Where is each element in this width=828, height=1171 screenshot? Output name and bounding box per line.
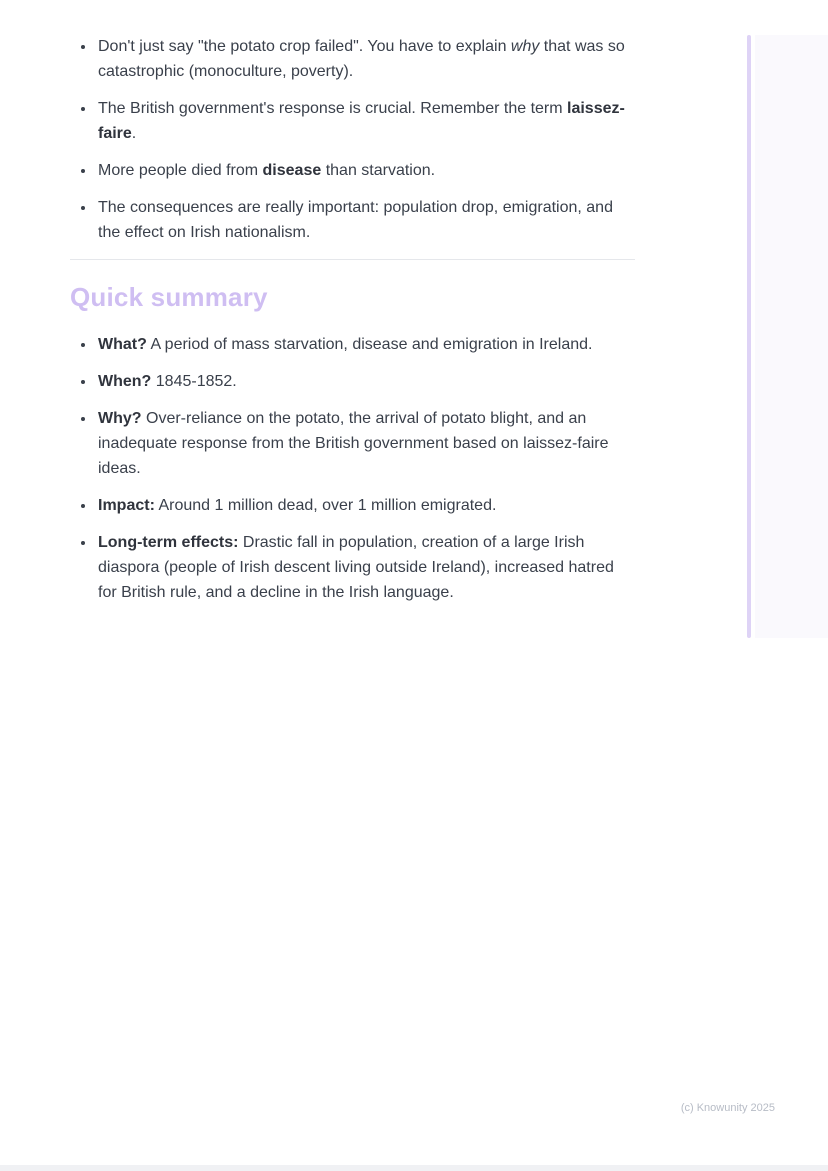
list-item (96, 195, 635, 245)
note-bold: laissez-faire (98, 100, 625, 142)
note-text: . (131, 125, 137, 142)
note-emphasis: why (510, 38, 540, 55)
list-item (96, 34, 635, 84)
list-item (96, 369, 635, 394)
list-item (96, 493, 635, 518)
note-text: Don't just say "the potato crop failed". You have to explain (98, 38, 511, 55)
scrollbar-track[interactable] (755, 35, 828, 638)
summary-text: Drastic fall in population, creation of a large Irish diaspora (people of Irish descent living outside Ireland), increased hatred for British rule, and a decline in the Irish language. (98, 534, 614, 601)
list-item (96, 158, 635, 183)
summary-text: A period of mass starvation, disease and emigration in Ireland. (146, 336, 593, 353)
summary-label: Impact: (98, 497, 155, 514)
footer-copyright: (c) Knowunity 2025 (680, 1102, 775, 1114)
summary-text: 1845-1852. (151, 373, 237, 390)
note-text: that was so catastrophic (monoculture, poverty). (98, 38, 625, 80)
section-heading: Quick summary (70, 282, 268, 312)
summary-list (70, 332, 635, 605)
note-bold: disease (262, 162, 322, 179)
list-item (96, 332, 635, 357)
note-text: The consequences are really important: population drop, emigration, and the effect on Irish nationalism. (98, 199, 613, 241)
list-item (96, 96, 635, 146)
scrollbar-thumb[interactable] (747, 35, 751, 638)
page-edge-divider (0, 1165, 828, 1171)
list-item (96, 530, 635, 605)
notes-list (70, 34, 635, 245)
summary-label: Why? (98, 410, 142, 427)
summary-label: Long-term effects: (98, 534, 239, 551)
summary-label: When? (98, 373, 152, 390)
summary-text: Over-reliance on the potato, the arrival of potato blight, and an inadequate response from the British government based on laissez-faire ideas. (98, 410, 609, 477)
note-text: The British government's response is crucial. Remember the term (98, 100, 568, 117)
document-content (70, 34, 635, 605)
note-text: More people died from (98, 162, 263, 179)
list-item (96, 406, 635, 481)
summary-text: Around 1 million dead, over 1 million emigrated. (154, 497, 497, 514)
summary-label: What? (98, 336, 147, 353)
divider (70, 259, 635, 260)
note-text: than starvation. (321, 162, 436, 179)
